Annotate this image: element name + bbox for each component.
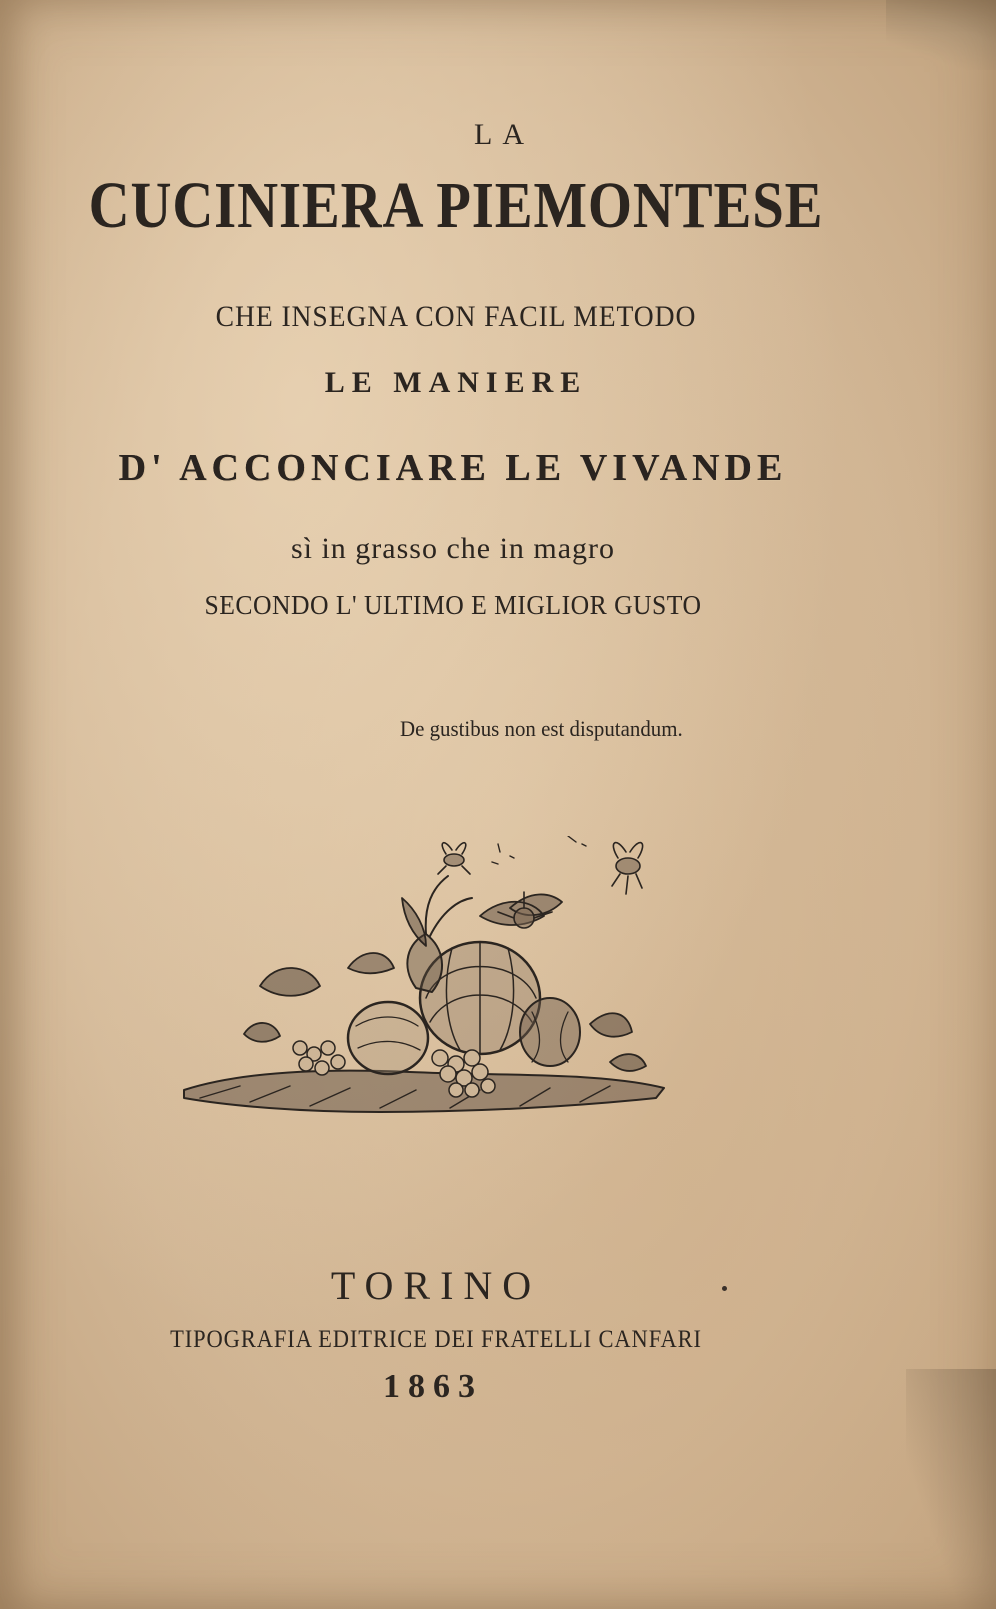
imprint-city: TORINO [330,1263,542,1308]
imprint-year: 1863 [383,1368,483,1405]
subtitle-line-1: CHE INSEGNA CON FACIL METODO [215,300,697,333]
imprint-publisher: TIPOGRAFIA EDITRICE DEI FRATELLI CANFARI [170,1326,702,1353]
book-title: CUCINIERA PIEMONTESE [88,169,824,242]
subtitle-line-5: SECONDO L' ULTIMO E MIGLIOR GUSTO [204,590,702,620]
torn-corner [886,0,996,70]
woodcut-fruit-still-life-icon [180,836,700,1152]
ornament-dot [722,1286,727,1291]
epigraph: De gustibus non est disputandum. [400,716,683,741]
subtitle-line-3: D' ACCONCIARE LE VIVANDE [118,447,788,489]
worn-edge [906,1369,996,1609]
subtitle-line-4: sì in grasso che in magro [290,532,616,565]
title-article: LA [474,118,534,151]
subtitle-line-2: LE MANIERE [324,366,588,399]
